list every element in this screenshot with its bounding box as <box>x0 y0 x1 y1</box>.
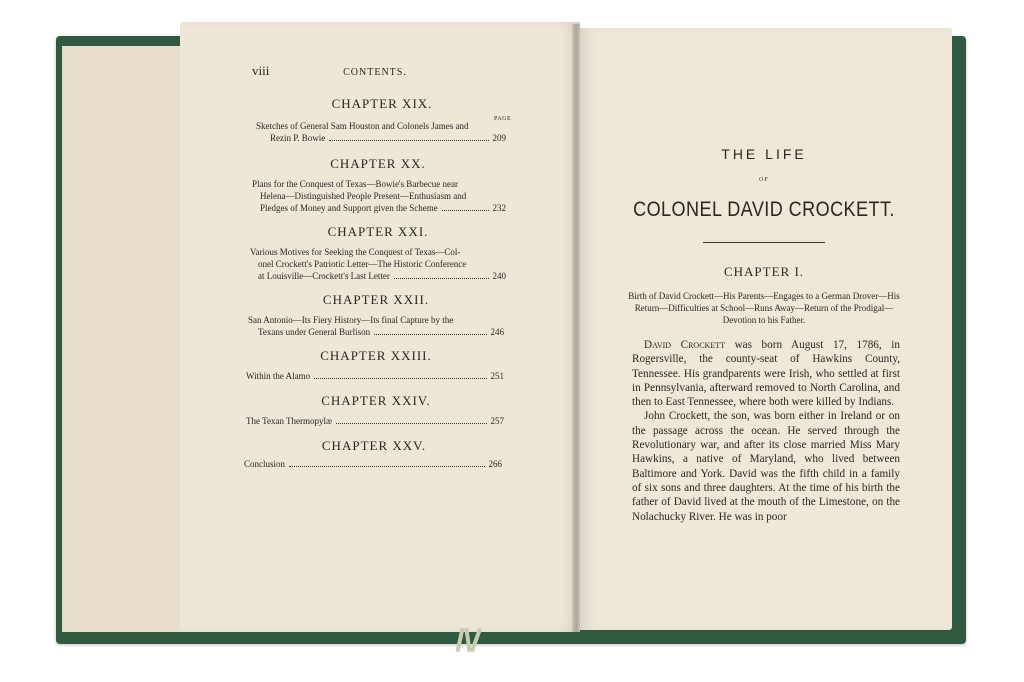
toc-entry-line: Sketches of General Sam Houston and Colonels James and <box>256 121 469 131</box>
toc-entry <box>248 178 506 214</box>
toc-page-number: 232 <box>492 203 506 213</box>
toc-entry-line: Texans under General Burlison <box>258 327 371 337</box>
chapter-body <box>632 338 900 524</box>
chapter-synopsis: Birth of David Crockett—His Parents—Engages to a German Drover—His Return—Difficulties at School—Runs Away—Return of the Prodigal—Devotion to his Father. <box>628 291 900 325</box>
toc-page-number: 246 <box>490 327 504 337</box>
toc-page-number: 240 <box>492 271 506 281</box>
toc-chapter-heading: CHAPTER XXV. <box>321 438 427 453</box>
paragraph-lead: David Crockett <box>644 339 725 351</box>
toc-entry <box>246 370 504 382</box>
book-title-main: COLONEL DAVID CROCKETT. <box>633 198 895 221</box>
toc-entry-line: Rezin P. Bowie <box>270 133 326 143</box>
toc-chapter-heading: CHAPTER XXIV. <box>321 393 431 408</box>
toc-chapter-heading: CHAPTER XIX. <box>331 96 433 111</box>
book-title-of: OF <box>759 177 769 183</box>
toc-entry-line: Pledges of Money and Support given the Scheme <box>260 203 438 213</box>
book-title-the-life: THE LIFE <box>721 146 807 162</box>
toc-chapter-heading: CHAPTER XXI. <box>327 224 429 239</box>
toc-entry-line: onel Crockett's Patriotic Letter—The Historic Conference <box>258 259 467 269</box>
toc-entry-line: San Antonio—Its Fiery History—Its final Capture by the <box>248 315 454 325</box>
title-rule <box>703 242 825 243</box>
bookmark-ribbon <box>450 628 494 656</box>
paragraph-text: was born August 17, 1786, in Rogersville, the county-seat of Hawkins County, Tennessee. His grandparents were Irish, who settled at first in Pennsylvania, afterward removed to North Carolina, and then to East Tennessee, where both were killed by Indians. <box>632 339 900 409</box>
toc-page-number: 257 <box>490 416 504 426</box>
page-column-label: PAGE <box>494 116 512 122</box>
toc-entry-line: Conclusion <box>244 459 286 469</box>
toc-entry <box>248 246 506 282</box>
toc-chapter-heading: CHAPTER XX. <box>330 156 426 171</box>
toc-entry-line: Plans for the Conquest of Texas—Bowie's Barbecue near <box>252 179 459 189</box>
toc-entry-line: Within the Alamo <box>246 371 311 381</box>
toc-chapter-heading: CHAPTER XXIII. <box>320 348 432 363</box>
toc-entry-line: Helena—Distinguished People Present—Enthusiasm and <box>260 191 467 201</box>
book-gutter <box>572 24 580 632</box>
chapter-heading: CHAPTER I. <box>723 264 805 279</box>
toc-entry <box>244 458 502 470</box>
toc-entry <box>246 314 504 338</box>
toc-entry-line: The Texan Thermopylæ <box>246 416 333 426</box>
toc-entry <box>248 120 506 144</box>
toc-page-number: 209 <box>492 133 506 143</box>
toc-entry-line: Various Motives for Seeking the Conquest of Texas—Col- <box>250 247 461 257</box>
toc-entry-line: at Louisville—Crockett's Last Letter <box>258 271 390 281</box>
right-page <box>576 28 952 630</box>
running-head: CONTENTS. <box>343 67 407 78</box>
toc-entry <box>246 415 504 427</box>
page-folio: viii <box>252 63 270 78</box>
toc-page-number: 266 <box>488 459 502 469</box>
paragraph: John Crockett, the son, was born either in Ireland or on the passage across the ocean. He served through the Revolutionary war, and after its close married Miss Mary Hawkins, a native of Maryland, who lived between Baltimore and York. David was the fifth child in a family of six sons and three daughters. At the time of his birth the father of David lived at the mouth of the Limestone, on the Nolachucky River. He was in poor <box>632 410 900 523</box>
toc-chapter-heading: CHAPTER XXII. <box>322 292 430 307</box>
paragraph <box>632 338 900 409</box>
toc-page-number: 251 <box>490 371 504 381</box>
